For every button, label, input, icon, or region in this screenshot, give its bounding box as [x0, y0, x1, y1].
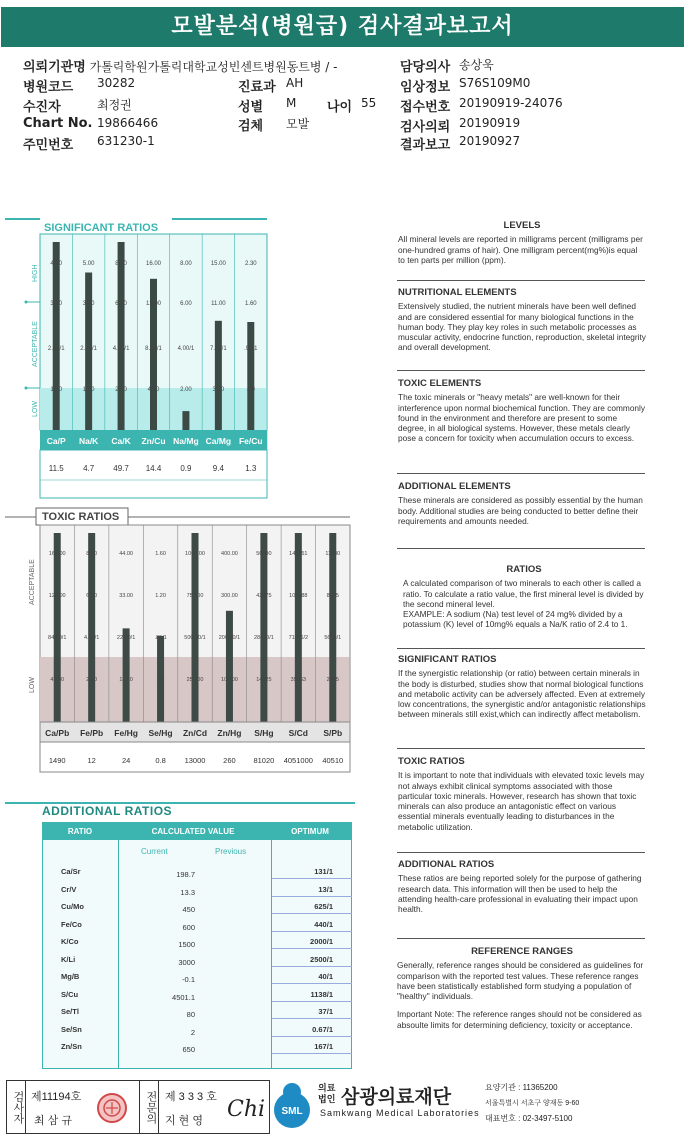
- column-value: 49.7: [113, 464, 129, 473]
- ratio-name: K/Li: [61, 954, 76, 964]
- tick-label: .80/1: [154, 635, 167, 641]
- current-value: 13.3: [180, 887, 195, 897]
- inspector-label: 검사자: [7, 1081, 26, 1133]
- column-value: 4051000: [283, 756, 313, 765]
- tick-label: 8.20: [115, 261, 127, 267]
- field-doctor: 담당의사: [400, 60, 451, 75]
- column-label: Zn/Cd: [182, 728, 208, 738]
- tick-label: 2.40/1: [80, 346, 97, 352]
- field-dept: 진료과: [238, 80, 276, 95]
- toxic-title: TOXIC RATIOS: [42, 511, 120, 523]
- tick-label: 14225: [256, 677, 272, 683]
- optimum-value: 2500/1: [310, 954, 333, 964]
- column-label: Fe/Hg: [114, 728, 138, 738]
- additional-ratios-section: ADDITIONAL RATIOS These ratios are being reported solely for the purpose of gathering research data. This information will then be used to help the attending health-care professional in evaluating their impact upon health.: [398, 859, 642, 915]
- bar-ca-mg: [215, 321, 222, 430]
- tick-label: 126.00: [48, 593, 66, 599]
- column-label: S/Hg: [254, 728, 274, 738]
- inspector-license: 제11194호: [31, 1091, 82, 1103]
- field-age-value: 55: [361, 96, 377, 110]
- optimum-value: 1138/1: [310, 989, 333, 999]
- tick-label: 4.00: [147, 387, 160, 393]
- optimum-value: 40/1: [318, 972, 333, 981]
- sub-previous: Previous: [215, 847, 247, 856]
- tick-label: 44.00: [119, 551, 133, 557]
- ratio-name: Zn/Sn: [61, 1042, 82, 1051]
- tick-label: 1000.00: [185, 551, 205, 557]
- tick-label: 33.00: [119, 593, 133, 599]
- bar-zn-hg: [226, 611, 233, 722]
- column-value: 1490: [48, 756, 66, 765]
- column-label: Fe/Cu: [238, 436, 263, 446]
- foundation-en: Samkwang Medical Laboratories: [320, 1108, 480, 1118]
- tick-label: 71126/2: [288, 635, 309, 641]
- toxic-elements-section: TOXIC ELEMENTS The toxic minerals or "heavy metals" are well-known for their interference upon normal biochemical function. They are commonly found in the environment and therefore are present to some degree, in all biological systems. However, these metals clearly pose a concern for toxicity when accumulation occurs to excess.: [398, 378, 646, 444]
- tick-label: 5690/1: [324, 635, 342, 641]
- column-label: Zn/Hg: [217, 728, 242, 738]
- tick-label: 11380: [325, 551, 341, 557]
- axis-acceptable: ACCEPTABLE: [32, 321, 39, 367]
- field-report-date-value: 20190927: [459, 134, 521, 148]
- table-row: [43, 918, 353, 932]
- field-chart-no-value: 19866466: [97, 116, 159, 130]
- tick-label: 2.20: [115, 387, 127, 393]
- bar-fe-cu: [247, 322, 254, 430]
- column-label: S/Cd: [288, 728, 309, 738]
- field-resident-no: 주민번호: [23, 138, 74, 153]
- additional-header: [42, 822, 352, 840]
- ratio-name: Cr/V: [61, 884, 77, 894]
- tick-label: 500.00/1: [184, 635, 206, 641]
- tick-label: 42.00: [50, 677, 65, 683]
- table-row: [43, 865, 353, 879]
- field-sex: 성별: [238, 100, 264, 115]
- optimum-value: 131/1: [314, 867, 333, 876]
- tick-label: 8.00: [180, 261, 192, 267]
- bar-s-pb: [329, 533, 336, 722]
- sml-logo-icon: [270, 1080, 314, 1132]
- tick-label: 6.60: [86, 593, 98, 599]
- axis-low: LOW: [32, 401, 39, 417]
- tick-label: 12.00: [145, 301, 162, 307]
- additional-elements-section: ADDITIONAL ELEMENTS These minerals are considered as possibly essential by the human body. Additional studies are being conducted to better define their requirements and amounts needed.: [398, 481, 643, 526]
- tick-label: 5.00: [82, 261, 95, 267]
- table-row: [43, 1040, 353, 1054]
- bar-zn-cd: [192, 533, 199, 722]
- tick-label: 4.00/1: [177, 346, 195, 352]
- tick-label: 250.00: [186, 677, 204, 683]
- field-patient-value: 최정권: [97, 98, 132, 112]
- ratios-section: RATIOS A calculated comparison of two minerals to each other is called a ratio. To calculate a ratio value, the first mineral level is divided by the second mineral level. EXAMPLE: A sodium (Na) test level of 24 mg% divided by a potassium (K) level of 10mg% equals a Na/K ratio of 2.4 to 1.: [403, 564, 644, 630]
- column-label: Ca/Pb: [45, 728, 70, 738]
- table-row: [43, 970, 353, 984]
- tick-label: 106688: [289, 593, 308, 599]
- nutritional-section: NUTRITIONAL ELEMENTS Extensively studied, the nutrient minerals have been well defined and are considered essential for many biological functions in the human body. They play key roles in such metabolic processes as muscular activity, endocrine function, reproduction, skeletal integrity and overall development.: [398, 287, 646, 353]
- ratio-name: Fe/Co: [61, 919, 82, 929]
- tick-label: 28450/1: [253, 635, 274, 641]
- sig-ratios-section: SIGNIFICANT RATIOS If the synergistic relationship (or ratio) between certain minerals in the body is disturbed, studies show that normal biological functions and metabolic activity can be adversely affected. Even at extremely low concentrations, the synergistic and/or antagonistic relationships between minerals still exist,which can indirectly affect metabolism.: [398, 654, 646, 720]
- col-ratio: RATIO: [67, 826, 93, 836]
- tick-label: 4.20/1: [112, 346, 130, 352]
- bar-na-mg: [182, 411, 189, 430]
- column-value: 4.7: [83, 464, 95, 473]
- field-resident-no-value: 631230-1: [97, 134, 155, 148]
- current-value: 80: [186, 1010, 195, 1019]
- tick-label: 400.00: [221, 551, 238, 557]
- field-clinical-info-value: S76S109M0: [459, 76, 531, 90]
- field-requester: 의뢰기관명 가톨릭학원가톨릭대학교성빈센트병원동트병 / -: [23, 60, 338, 75]
- ratio-name: Se/Tl: [61, 1007, 79, 1016]
- field-patient: 수진자: [23, 100, 61, 115]
- column-value: 11.5: [48, 464, 64, 473]
- table-row: [43, 883, 353, 897]
- specialist-label: 전문의: [139, 1081, 159, 1133]
- tick-label: 8535: [326, 593, 339, 599]
- tick-label: 200.00/1: [218, 635, 241, 641]
- tick-label: 1.20: [155, 593, 166, 599]
- tick-label: 1.60: [50, 387, 63, 393]
- code-line: 요양기관 : 11365200: [485, 1083, 558, 1092]
- tick-label: .40: [156, 677, 165, 683]
- field-hospital-code-value: 30282: [97, 76, 136, 90]
- specialist-license: 제 3 3 3 호: [165, 1091, 217, 1103]
- current-value: 2: [190, 1027, 195, 1037]
- table-row: [43, 1023, 353, 1037]
- bar-ca-p: [53, 242, 60, 430]
- tick-label: 1.60: [155, 551, 166, 557]
- tick-label: 750.00: [186, 593, 204, 599]
- bar-s-hg: [260, 533, 267, 722]
- specialist-name: 지 현 영: [165, 1115, 203, 1127]
- column-value: 14.4: [145, 464, 162, 473]
- column-label: Se/Hg: [148, 728, 173, 738]
- field-specimen-value: 모발: [286, 117, 310, 131]
- tick-label: 11.00: [211, 301, 226, 307]
- tick-label: 11.00: [119, 677, 133, 683]
- tick-label: 4.40/1: [84, 635, 100, 641]
- column-label: S/Pb: [323, 728, 343, 738]
- column-label: Ca/K: [111, 436, 131, 446]
- column-value: 0.8: [155, 756, 166, 765]
- col-calc: CALCULATED VALUE: [151, 826, 235, 836]
- footer: [0, 1078, 685, 1144]
- additional-table: [42, 822, 352, 1069]
- column-label: Ca/P: [46, 436, 66, 446]
- field-sex-value: M: [286, 96, 297, 110]
- axis-high: HIGH: [32, 264, 39, 282]
- column-label: Na/Mg: [173, 436, 199, 446]
- current-value: 450: [182, 905, 195, 914]
- field-specimen: 검체: [238, 119, 264, 134]
- tick-label: 16.00: [145, 261, 162, 267]
- tick-label: 42675: [256, 593, 272, 599]
- table-row: [43, 935, 353, 949]
- field-dept-value: AH: [286, 76, 304, 90]
- current-value: 3000: [178, 957, 195, 967]
- field-age: 나이: [327, 100, 353, 115]
- column-label: Na/K: [78, 436, 99, 446]
- bar-fe-hg: [123, 628, 130, 722]
- ratio-name: S/Cu: [61, 989, 79, 999]
- tick-label: 2845: [326, 677, 339, 683]
- field-chart-no: Chart No.: [23, 116, 93, 131]
- column-value: 81020: [253, 756, 275, 765]
- phone-line: 대표번호 : 02-3497-5100: [485, 1114, 573, 1123]
- column-label: Fe/Pb: [80, 728, 104, 738]
- tick-label: 56900: [256, 551, 272, 557]
- field-report-date: 결과보고: [400, 138, 451, 153]
- sml-text: SML: [281, 1106, 303, 1117]
- foundation-name: 삼광의료재단: [341, 1086, 452, 1108]
- tick-label: 6.20: [115, 301, 127, 307]
- foundation-small: 의료 법인: [318, 1083, 336, 1104]
- levels-section: LEVELS All mineral levels are reported in milligrams percent (milligrams per one-hundred grams of hair). One milligram percent(mg%)is equal to ten parts per million (ppm).: [398, 220, 643, 265]
- current-value: -0.1: [182, 975, 195, 984]
- table-row: [43, 953, 353, 967]
- optimum-value: 167/1: [314, 1042, 333, 1051]
- tick-label: 300.00: [221, 593, 238, 599]
- tick-label: 1.40: [82, 387, 95, 393]
- sub-current: Current: [141, 847, 168, 856]
- column-label: Ca/Mg: [205, 436, 232, 446]
- table-row: [43, 988, 353, 1002]
- tick-label: 142251: [289, 551, 308, 557]
- toxic-ratios-chart: [0, 505, 360, 775]
- significant-ratios-chart: [0, 212, 360, 504]
- field-clinical-info: 임상정보: [400, 80, 451, 95]
- tick-label: 22.00/1: [116, 635, 136, 641]
- significant-title: SIGNIFICANT RATIOS: [44, 222, 159, 234]
- ratio-name: K/Co: [61, 937, 79, 946]
- column-value: 24: [121, 756, 131, 765]
- optimum-value: 13/1: [318, 884, 333, 894]
- tick-label: 3.00: [212, 387, 225, 393]
- current-value: 1500: [178, 940, 195, 949]
- signature: Chi: [227, 1097, 266, 1122]
- col-opt: OPTIMUM: [291, 826, 329, 836]
- ratio-name: Se/Sn: [61, 1024, 82, 1034]
- toxic-axis-low: LOW: [29, 677, 36, 693]
- tick-label: .90/1: [244, 346, 258, 352]
- column-value: 260: [223, 756, 236, 765]
- field-doctor-value: 송상욱: [459, 58, 494, 72]
- tick-label: 35563: [290, 677, 306, 683]
- reference-ranges-section: REFERENCE RANGES Generally, reference ranges should be considered as guidelines for comparison with the reported test values. These reference ranges have been statistically established form studying a population of "healthy" individuals. Important Note: The reference ranges should not be considered as absoulte limits for determining deficiency, toxicity or acceptance.: [397, 946, 644, 1030]
- tick-label: 2.00: [180, 387, 192, 393]
- optimum-value: 0.67/1: [312, 1024, 333, 1034]
- address-line: 서울특별시 서초구 양재동 9-60: [485, 1100, 580, 1107]
- tick-label: 1.60: [244, 301, 257, 307]
- optimum-value: 37/1: [318, 1007, 333, 1016]
- table-row: [43, 900, 353, 914]
- current-value: 4501.1: [172, 992, 195, 1002]
- column-label: Zn/Cu: [141, 436, 166, 446]
- current-value: 650: [182, 1045, 195, 1054]
- optimum-value: 625/1: [314, 902, 333, 911]
- ratio-name: Mg/B: [61, 972, 80, 981]
- ratio-name: Cu/Mo: [61, 902, 84, 911]
- ratio-name: Ca/Sr: [61, 867, 81, 876]
- inspector-name: 최 삼 규: [34, 1115, 72, 1127]
- tick-label: 84.00/1: [48, 635, 67, 641]
- tick-label: 6.00: [180, 301, 192, 307]
- tick-label: 100.00: [221, 677, 238, 683]
- tick-label: 8.00/1: [145, 346, 162, 352]
- bar-ca-pb: [54, 533, 61, 722]
- current-value: 600: [182, 922, 195, 932]
- field-request-date: 검사의뢰: [400, 120, 451, 135]
- tick-label: 168.00: [48, 551, 66, 557]
- table-row: [43, 1005, 353, 1019]
- additional-body: [42, 840, 352, 1069]
- tick-label: 3.60: [50, 301, 63, 307]
- tick-label: 2.30: [244, 261, 257, 267]
- field-receipt-no-value: 20190919-24076: [459, 96, 563, 110]
- bar-s-cd: [295, 533, 302, 722]
- bar-ca-k: [118, 242, 125, 430]
- toxic-ratios-section: TOXIC RATIOS It is important to note that individuals with elevated toxic levels may not always exhibit clinical symptoms associated with those particular toxic minerals. However, research has shown that toxic minerals can also produce an antagonistic effect on various essential minerals eventually leading to disturbances in the metabolic utilization.: [398, 756, 645, 832]
- column-value: 1.3: [245, 464, 257, 473]
- column-value: 13000: [184, 756, 206, 765]
- field-request-date-value: 20190919: [459, 116, 521, 130]
- optimum-value: 440/1: [314, 919, 333, 929]
- additional-title: ADDITIONAL RATIOS: [42, 804, 173, 818]
- report-title: 모발분석(병원급) 검사결과보고서: [1, 7, 684, 47]
- optimum-value: 2000/1: [310, 937, 333, 946]
- tick-label: 8.80: [86, 551, 98, 557]
- column-value: 9.4: [212, 464, 224, 473]
- current-value: 198.7: [176, 870, 195, 879]
- tick-label: 4.00: [50, 261, 63, 267]
- field-receipt-no: 접수번호: [400, 100, 451, 115]
- toxic-axis-acceptable: ACCEPTABLE: [29, 559, 36, 605]
- field-hospital-code: 병원코드: [23, 80, 74, 95]
- column-value: 12: [87, 756, 96, 765]
- tick-label: 2.60/1: [47, 346, 65, 352]
- column-value: 0.9: [180, 464, 192, 473]
- tick-label: 15.00: [210, 261, 226, 267]
- tick-label: 2.20: [86, 677, 98, 683]
- signature-box: [6, 1080, 270, 1134]
- seal-icon: [95, 1091, 129, 1125]
- tick-label: 7.00/1: [210, 346, 227, 352]
- column-value: 40510: [322, 756, 344, 765]
- tick-label: .20: [246, 387, 255, 393]
- tick-label: 3.40: [82, 301, 95, 307]
